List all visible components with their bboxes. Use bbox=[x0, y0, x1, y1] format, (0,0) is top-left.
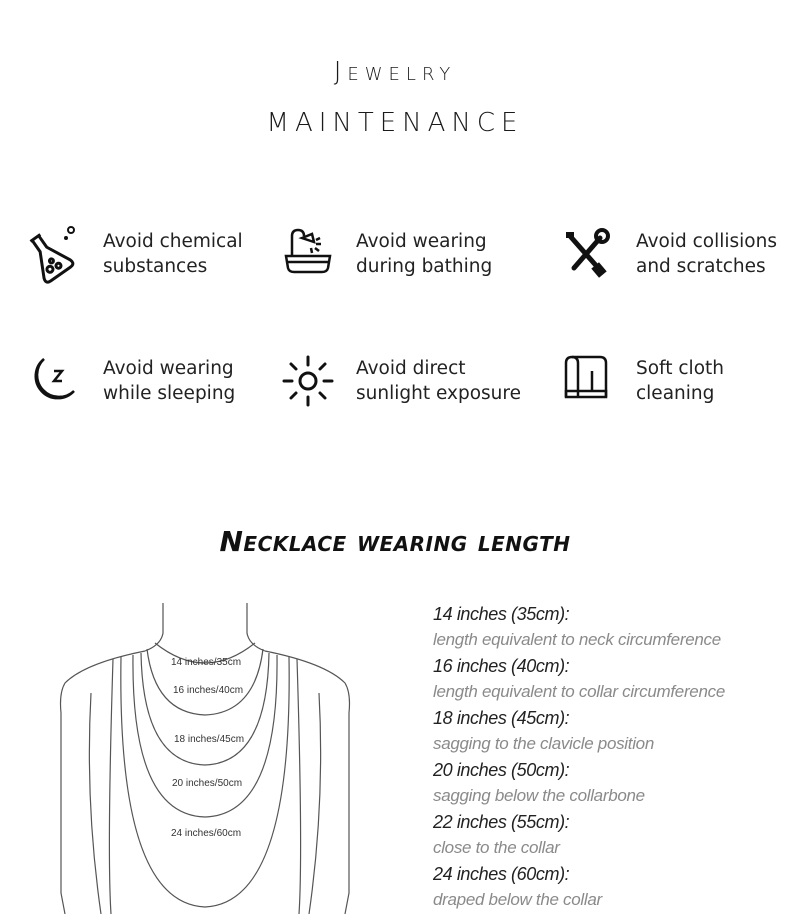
care-tip-bathing bbox=[278, 224, 546, 284]
care-tip-line2: while sleeping bbox=[103, 383, 236, 404]
necklace-length-heading: Necklace wearing length bbox=[219, 525, 571, 558]
care-tip-line2: substances bbox=[103, 256, 208, 277]
length-list bbox=[433, 603, 783, 915]
care-tip-line2: sunlight exposure bbox=[356, 383, 521, 404]
shower-bath-icon bbox=[278, 224, 338, 284]
length-item bbox=[433, 707, 783, 759]
figure-label-16: 16 inches/40cm bbox=[173, 685, 244, 696]
care-tip-chemical bbox=[18, 224, 293, 284]
sun-icon bbox=[278, 351, 338, 411]
length-title: 22 inches (55cm): bbox=[433, 812, 570, 832]
length-desc: sagging to the clavicle position bbox=[433, 734, 654, 753]
length-title: 18 inches (45cm): bbox=[433, 708, 570, 728]
figure-label-24: 24 inches/60cm bbox=[171, 828, 242, 839]
figure-label-14: 14 inches/35cm bbox=[171, 657, 242, 668]
care-tip-sunlight bbox=[278, 351, 546, 411]
care-tip-line1: Avoid wearing bbox=[103, 358, 234, 379]
care-tip-sleeping bbox=[18, 351, 293, 411]
figure-label-18: 18 inches/45cm bbox=[174, 734, 245, 745]
length-desc: sagging below the collarbone bbox=[433, 786, 645, 805]
care-tip-line2: and scratches bbox=[636, 256, 766, 277]
length-desc: close to the collar bbox=[433, 838, 560, 857]
length-title: 14 inches (35cm): bbox=[433, 604, 570, 624]
tools-wrench-screwdriver-icon bbox=[556, 224, 616, 284]
care-tip-line2: during bathing bbox=[356, 256, 493, 277]
length-desc: draped below the collar bbox=[433, 890, 602, 909]
chemical-flask-icon bbox=[18, 224, 78, 284]
care-tip-line1: Avoid wearing bbox=[356, 231, 487, 252]
length-item bbox=[433, 811, 783, 863]
care-tip-line1: Avoid direct bbox=[356, 358, 466, 379]
page-title-line2: MAINTENANCE bbox=[266, 108, 524, 138]
cloth-towel-icon bbox=[556, 351, 616, 411]
care-tip-line1: Soft cloth bbox=[636, 358, 724, 379]
necklace-length-figure bbox=[55, 603, 355, 914]
length-title: 20 inches (50cm): bbox=[433, 760, 570, 780]
length-title: 24 inches (60cm): bbox=[433, 864, 570, 884]
care-tip-line1: Avoid collisions bbox=[636, 231, 777, 252]
length-item bbox=[433, 759, 783, 811]
care-tip-collisions bbox=[556, 224, 790, 284]
figure-label-20: 20 inches/50cm bbox=[172, 778, 243, 789]
page-title-line1: Jewelry bbox=[333, 57, 457, 87]
care-tip-cloth bbox=[556, 351, 790, 411]
care-tip-line1: Avoid chemical bbox=[103, 231, 243, 252]
length-desc: length equivalent to neck circumference bbox=[433, 630, 721, 649]
length-title: 16 inches (40cm): bbox=[433, 656, 570, 676]
moon-sleep-icon bbox=[18, 351, 78, 411]
length-item bbox=[433, 603, 783, 655]
length-desc: length equivalent to collar circumference bbox=[433, 682, 725, 701]
length-item bbox=[433, 863, 783, 915]
length-item bbox=[433, 655, 783, 707]
care-tip-line2: cleaning bbox=[636, 383, 715, 404]
